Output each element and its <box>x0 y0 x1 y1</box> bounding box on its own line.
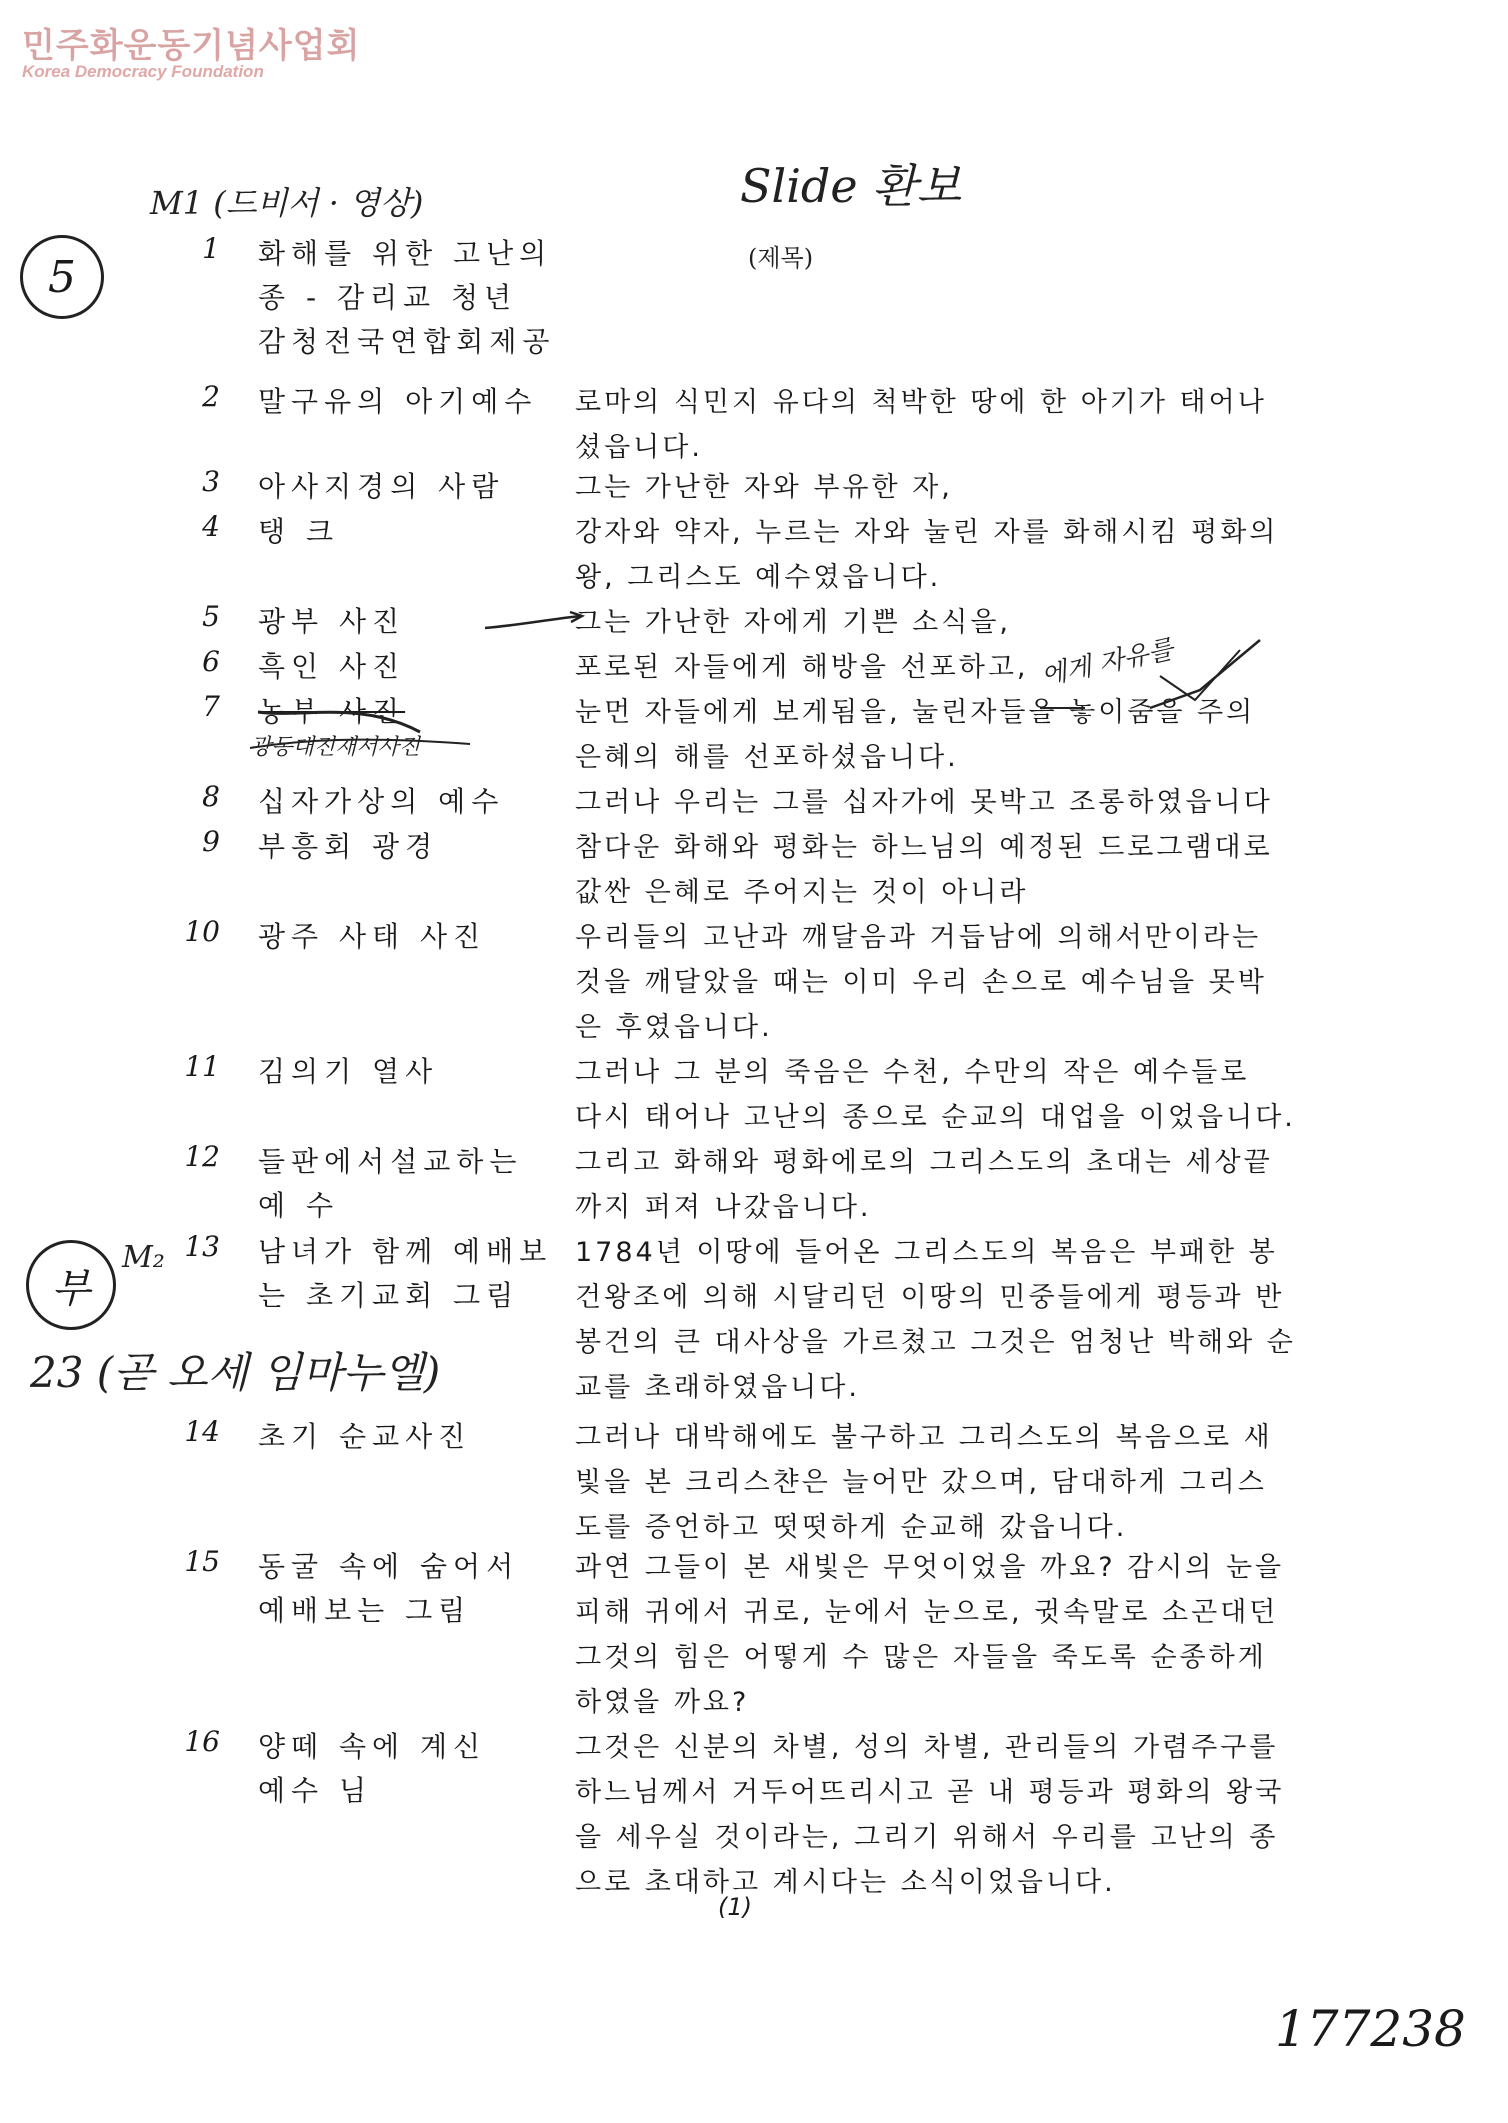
narration-line: 왕, 그리스도 예수였읍니다. <box>575 562 942 593</box>
narration-line: 그는 가난한 자와 부유한 자, <box>575 472 953 503</box>
narration-line: 을 세우실 것이라는, 그리기 위해서 우리를 고난의 종 <box>575 1822 1279 1853</box>
visual-line: 동굴 속에 숨어서 <box>258 1550 520 1583</box>
narration-line: 그러나 우리는 그를 십자가에 못박고 조롱하였읍니다 <box>575 787 1273 818</box>
visual-description <box>258 465 558 509</box>
row-number: 6 <box>202 645 220 678</box>
visual-line: 김의기 열사 <box>258 1055 439 1088</box>
visual-line: 초기 순교사진 <box>258 1420 472 1453</box>
narration-line: 건왕조에 의해 시달리던 이땅의 민중들에게 평등과 반 <box>575 1282 1285 1313</box>
narration-text <box>575 1415 1355 1550</box>
narration-line: 그것은 신분의 차별, 성의 차별, 관리들의 가렴주구를 <box>575 1732 1279 1763</box>
visual-description <box>258 1230 558 1318</box>
narration-line: 그러나 대박해에도 불구하고 그리스도의 복음으로 새 <box>575 1422 1273 1453</box>
narration-text <box>575 1140 1355 1230</box>
narration-line: 눈먼 자들에게 보게됨을, 눌린자들을 놓이줌을 주의 <box>575 697 1256 728</box>
visual-description <box>258 1725 558 1813</box>
narration-line: 것을 깨달았을 때는 이미 우리 손으로 예수님을 못박 <box>575 967 1267 998</box>
visual-line: 부흥회 광경 <box>258 830 439 863</box>
handwritten-note-23: 23 (곧 오세 임마누엘) <box>30 1348 441 1397</box>
narration-line: 그는 가난한 자에게 기쁜 소식을, <box>575 607 1011 638</box>
narration-line: 다시 태어나 고난의 종으로 순교의 대업을 이었읍니다. <box>575 1102 1296 1133</box>
section-heading: M1 (드비서 · 영상) <box>150 184 424 222</box>
circled-number-5: 5 <box>20 235 104 319</box>
narration-line: 하였을 까요? <box>575 1687 750 1718</box>
visual-description <box>258 915 558 959</box>
row-number: 12 <box>184 1140 220 1173</box>
narration-line: 교를 초래하였읍니다. <box>575 1372 860 1403</box>
visual-description <box>258 645 558 689</box>
narration-line: 도를 증언하고 떳떳하게 순교해 갔읍니다. <box>575 1512 1128 1543</box>
visual-description <box>258 690 558 734</box>
circled-bu-mark: 부 <box>26 1240 116 1330</box>
visual-line: 예수 님 <box>258 1774 373 1807</box>
visual-line: 아사지경의 사람 <box>258 470 505 503</box>
visual-line: 예배보는 그림 <box>258 1594 472 1627</box>
visual-line: 감청전국연합회제공 <box>258 325 556 358</box>
visual-description <box>258 600 558 644</box>
narration-line: 값싼 은혜로 주어지는 것이 아니라 <box>575 877 1029 908</box>
row-number: 7 <box>202 690 220 723</box>
narration-line: 과연 그들이 본 새빛은 무엇이었을 까요? 감시의 눈을 <box>575 1552 1285 1583</box>
row-number: 3 <box>202 465 220 498</box>
narration-text <box>575 1545 1355 1725</box>
visual-line: 광부 사진 <box>258 605 406 638</box>
visual-description <box>258 1415 558 1459</box>
row-number: 10 <box>184 915 220 948</box>
narration-line: 봉건의 큰 대사상을 가르쳤고 그것은 엄청난 박해와 순 <box>575 1327 1296 1358</box>
visual-description <box>258 1140 558 1228</box>
narration-line: 그리고 화해와 평화에로의 그리스도의 초대는 세상끝 <box>575 1147 1273 1178</box>
narration-text <box>575 1725 1355 1905</box>
narration-text <box>575 380 1355 470</box>
narration-line: 은혜의 해를 선포하셨읍니다. <box>575 742 959 773</box>
insert-note-row-6: 에게 자유를 <box>1038 634 1177 692</box>
slide-title-label: (제목) <box>748 244 814 272</box>
visual-line: 농부 사진 <box>258 695 406 728</box>
visual-line: 예 수 <box>258 1189 339 1222</box>
visual-description <box>258 780 558 824</box>
narration-text <box>575 1230 1355 1410</box>
visual-line: 말구유의 아기예수 <box>258 385 538 418</box>
visual-description <box>258 380 558 424</box>
narration-text <box>575 825 1355 915</box>
narration-text <box>575 510 1355 600</box>
row-number: 13 <box>184 1230 220 1263</box>
narration-line: 1784년 이땅에 들어온 그리스도의 복음은 부패한 봉 <box>575 1237 1278 1268</box>
narration-text <box>575 1050 1355 1140</box>
row-number: 14 <box>184 1415 220 1448</box>
visual-line: 흑인 사진 <box>258 650 406 683</box>
watermark-english: Korea Democracy Foundation <box>22 62 264 81</box>
narration-line: 피해 귀에서 귀로, 눈에서 눈으로, 귓속말로 소곤대던 <box>575 1597 1279 1628</box>
visual-line: 남녀가 함께 예배보 <box>258 1235 553 1268</box>
visual-description <box>258 1545 558 1633</box>
row-number: 1 <box>202 232 220 265</box>
row-number: 8 <box>202 780 220 813</box>
narration-line: 까지 퍼져 나갔읍니다. <box>575 1192 872 1223</box>
row-number: 5 <box>202 600 220 633</box>
visual-line: 양떼 속에 계신 <box>258 1730 487 1763</box>
narration-text <box>575 645 1355 690</box>
visual-line: 탱 크 <box>258 515 339 548</box>
page-number: (1) <box>718 1893 752 1921</box>
margin-note-row-7: 광동대진재서사진 <box>250 735 421 760</box>
narration-text <box>575 915 1355 1050</box>
visual-description <box>258 825 558 869</box>
row-number: 2 <box>202 380 220 413</box>
narration-line: 으로 초대하고 계시다는 소식이었읍니다. <box>575 1867 1116 1898</box>
visual-line: 종 - 감리교 청년 <box>258 281 518 314</box>
narration-line: 빛을 본 크리스챤은 늘어만 갔으며, 담대하게 그리스 <box>575 1467 1267 1498</box>
narration-text <box>575 780 1355 825</box>
visual-line: 들판에서설교하는 <box>258 1145 523 1178</box>
narration-line: 하느님께서 거두어뜨리시고 곧 내 평등과 평화의 왕국 <box>575 1777 1285 1808</box>
narration-line: 강자와 약자, 누르는 자와 눌린 자를 화해시킴 평화의 <box>575 517 1279 548</box>
narration-line: 우리들의 고난과 깨달음과 거듭남에 의해서만이라는 <box>575 922 1262 953</box>
narration-line: 그것의 힘은 어떻게 수 많은 자들을 죽도록 순종하게 <box>575 1642 1267 1673</box>
narration-line: 포로된 자들에게 해방을 선포하고, <box>575 652 1029 683</box>
narration-line: 로마의 식민지 유다의 척박한 땅에 한 아기가 태어나 <box>575 387 1267 418</box>
watermark-korean: 민주화운동기념사업회 <box>22 26 361 66</box>
visual-description <box>258 232 558 364</box>
narration-line: 그러나 그 분의 죽음은 수천, 수만의 작은 예수들로 <box>575 1057 1250 1088</box>
narration-text <box>575 465 1355 510</box>
visual-line: 십자가상의 예수 <box>258 785 505 818</box>
visual-description <box>258 1050 558 1094</box>
row-number: 15 <box>184 1545 220 1578</box>
row-number: 4 <box>202 510 220 543</box>
row-number: 9 <box>202 825 220 858</box>
narration-text <box>575 600 1355 645</box>
slide-annotation: Slide 환보 <box>740 159 962 213</box>
document-id: 177238 <box>1275 2000 1466 2058</box>
visual-line: 광주 사태 사진 <box>258 920 487 953</box>
narration-text <box>575 690 1355 780</box>
narration-line: 셨읍니다. <box>575 432 703 463</box>
row-number: 16 <box>184 1725 220 1758</box>
row-number: 11 <box>184 1050 220 1083</box>
section-m2-label: M₂ <box>122 1240 165 1275</box>
narration-line: 은 후였읍니다. <box>575 1012 773 1043</box>
narration-line: 참다운 화해와 평화는 하느님의 예정된 드로그램대로 <box>575 832 1273 863</box>
visual-description <box>258 510 558 554</box>
visual-line: 는 초기교회 그림 <box>258 1279 520 1312</box>
visual-line: 화해를 위한 고난의 <box>258 237 553 270</box>
